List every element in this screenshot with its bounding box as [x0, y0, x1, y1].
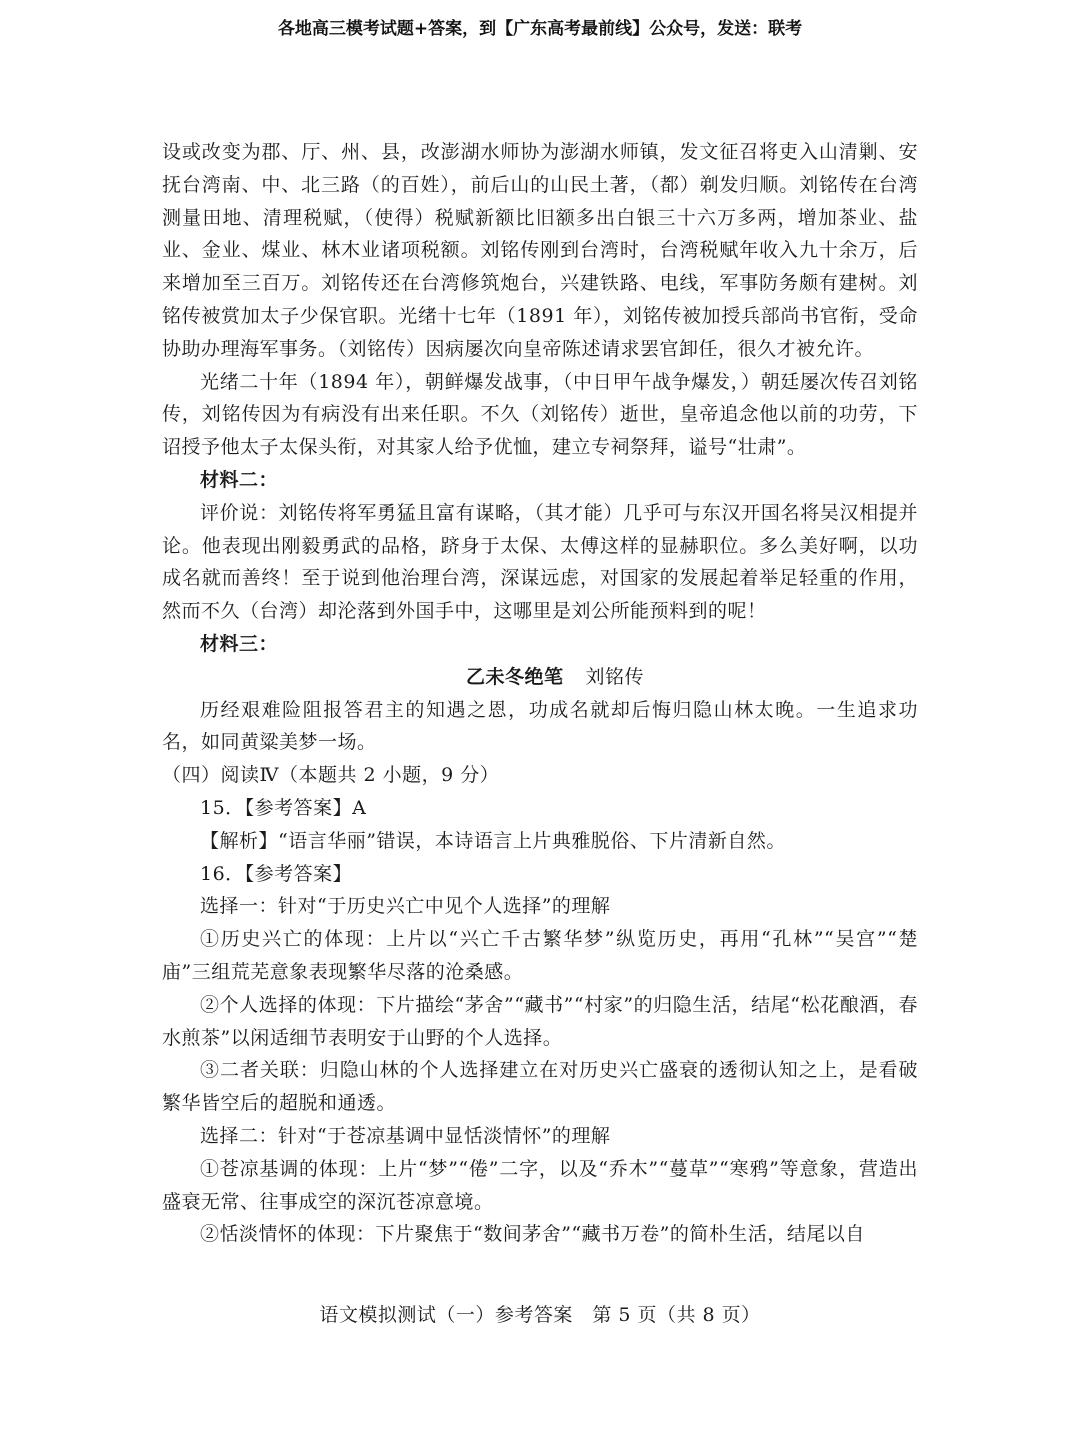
q16-answer: 16．【参考答案】 — [200, 862, 353, 885]
poem-heading — [162, 661, 918, 694]
choice-one-point-3: ③二者关联：归隐山林的个人选择建立在对历史兴亡盛衰的透彻认知之上，是看破繁华皆空后的超脱和通透。 — [162, 1059, 918, 1115]
poem-author: 刘铭传 — [585, 665, 645, 688]
paragraph-poem-translation: 历经艰难险阻报答君主的知遇之恩，功成名就却后悔归隐山林太晚。一生追求功名，如同黄粱美梦一场。 — [162, 698, 918, 754]
choice-two-heading: 选择二：针对“于苍凉基调中显恬淡情怀”的理解 — [200, 1124, 611, 1147]
section-four-heading: （四）阅读Ⅳ（本题共 2 小题，9 分） — [162, 764, 500, 787]
choice-two-point-2: ②恬淡情怀的体现：下片聚焦于“数间茅舍”“藏书万卷”的简朴生活，结尾以自 — [200, 1223, 865, 1246]
material-three-heading: 材料三： — [200, 632, 279, 655]
poem-title: 乙未冬绝笔 — [465, 665, 564, 688]
choice-one-heading: 选择一：针对“于历史兴亡中见个人选择”的理解 — [200, 895, 611, 918]
q15-answer: 15．【参考答案】A — [200, 796, 367, 819]
paragraph-liu-death: 光绪二十年（1894 年），朝鲜爆发战事，（中日甲午战争爆发，）朝廷屡次传召刘铭传，刘铭传因为有病没有出来任职。不久（刘铭传）逝世，皇帝追念他以前的功劳，下诏授予他太子太保头衔，对其家人给予优恤，建立专祠祭拜，谥号“壮肃”。 — [162, 370, 918, 459]
q15-analysis: 【解析】“语言华丽”错误，本诗语言上片典雅脱俗、下片清新自然。 — [200, 829, 786, 852]
paragraph-evaluation: 评价说：刘铭传将军勇猛且富有谋略，（其才能）几乎可与东汉开国名将吴汉相提并论。他表现出刚毅勇武的品格，跻身于太保、太傅这样的显赫职位。多么美好啊，以功成名就而善终！至于说到他治理台湾，深谋远虑，对国家的发展起着举足轻重的作用，然而不久（台湾）却沦落到外国手中，这哪里是刘公所能预料到的呢！ — [162, 501, 918, 623]
promo-banner: 各地高三模考试题+答案，到【广东高考最前线】公众号，发送：联考 — [277, 19, 803, 39]
choice-one-point-2: ②个人选择的体现：下片描绘“茅舍”“藏书”“村家”的归隐生活，结尾“松花酿酒，春水煎茶”以闲适细节表明安于山野的个人选择。 — [162, 993, 918, 1049]
choice-one-point-1: ①历史兴亡的体现：上片以“兴亡千古繁华梦”纵览历史，再用“孔林”“吴宫”“楚庙”三组荒芜意象表现繁华尽落的沧桑感。 — [162, 928, 918, 983]
material-two-heading: 材料二： — [200, 468, 279, 491]
choice-two-point-1: ①苍凉基调的体现：上片“梦”“倦”二字，以及“乔木”“蔓草”“寒鸦”等意象，营造出盛衰无常、往事成空的深沉苍凉意境。 — [162, 1157, 918, 1213]
paragraph-liu-taiwan-governance: 设或改变为郡、厅、州、县，改澎湖水师协为澎湖水师镇，发文征召将吏入山清剿、安抚台湾南、中、北三路（的百姓），前后山的山民土著，（都）剃发归顺。刘铭传在台湾测量田地、清理税赋，（使得）税赋新额比旧额多出白银三十六万多两，增加茶业、盐业、金业、煤业、林木业诸项税额。刘铭传刚到台湾时，台湾税赋年收入九十余万，后来增加至三百万。刘铭传还在台湾修筑炮台，兴建铁路、电线，军事防务颇有建树。刘铭传被赏加太子少保官职。光绪十七年（1891 年），刘铭传被加授兵部尚书官衔，受命协助办理海军事务。（刘铭传）因病屡次向皇帝陈述请求罢官卸任，很久才被允许。 — [162, 141, 918, 360]
document-body — [162, 136, 918, 1251]
page-footer: 语文模拟测试（一）参考答案 第 5 页（共 8 页） — [319, 1304, 761, 1326]
